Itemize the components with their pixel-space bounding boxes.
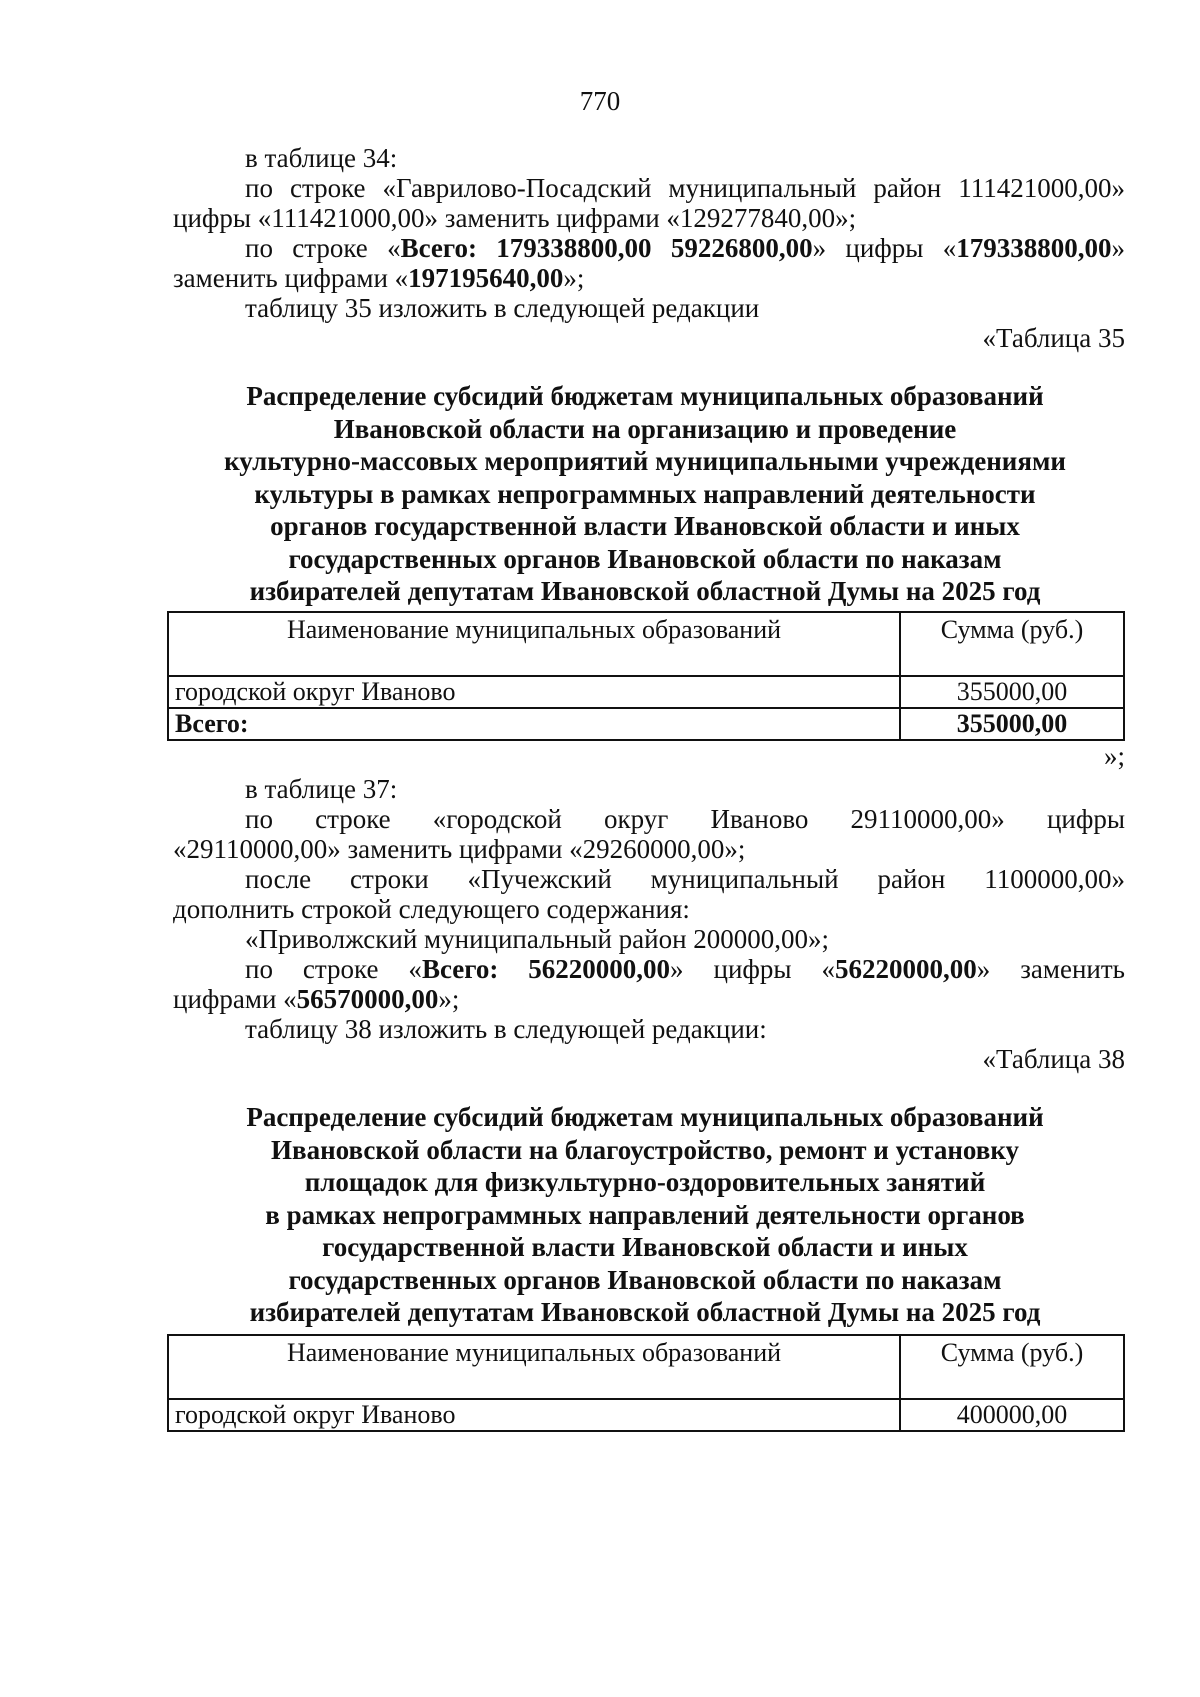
cell-name: городской округ Иваново bbox=[168, 676, 900, 708]
paragraph-table37-total: по строке «Всего: 56220000,00» цифры «56220000,00» заменить bbox=[245, 954, 1125, 984]
table35-label: «Таблица 35 bbox=[982, 323, 1125, 353]
cell-sum-total: 355000,00 bbox=[900, 708, 1124, 740]
table-row bbox=[168, 1399, 1124, 1431]
paragraph-table34-row: по строке «Гаврилово-Посадский муниципальный район 111421000,00» bbox=[245, 173, 1125, 203]
paragraph-table34-intro: в таблице 34: bbox=[245, 143, 398, 173]
column-header-name: Наименование муниципальных образований bbox=[168, 1335, 900, 1399]
paragraph-table37-row: по строке «городской округ Иваново 29110000,00» цифры bbox=[245, 804, 1125, 834]
paragraph-table37-add: дополнить строкой следующего содержания: bbox=[173, 894, 690, 924]
column-header-sum: Сумма (руб.) bbox=[900, 1335, 1124, 1399]
cell-name-total: Всего: bbox=[168, 708, 900, 740]
column-header-name: Наименование муниципальных образований bbox=[168, 612, 900, 676]
paragraph-table34-replace: цифры «111421000,00» заменить цифрами «129277840,00»; bbox=[173, 203, 857, 233]
paragraph-table38-instruction: таблицу 38 изложить в следующей редакции: bbox=[245, 1014, 767, 1044]
table35 bbox=[167, 611, 1125, 741]
paragraph-table34-total: по строке «Всего: 179338800,00 59226800,00» цифры «179338800,00» bbox=[245, 233, 1125, 263]
table35-title: Распределение субсидий бюджетам муниципальных образований Ивановской области на организацию и проведение культурно-массовых мероприятий муниципальными учреждениями культуры в рамках непрограммных направлений деятельности органов государственной власти Ивановской области и иных государственных органов Ивановской области по наказам избирателей депутатам Ивановской областной Думы на 2025 год bbox=[224, 381, 1066, 606]
table38-title: Распределение субсидий бюджетам муниципальных образований Ивановской области на благоустройство, ремонт и установку площадок для физкультурно-оздоровительных занятий в рамках непрограммных направлений деятельности органов государственной власти Ивановской области и иных государственных органов Ивановской области по наказам избирателей депутатам Ивановской областной Думы на 2025 год bbox=[246, 1102, 1044, 1327]
table38-label: «Таблица 38 bbox=[982, 1044, 1125, 1074]
table-row bbox=[168, 676, 1124, 708]
cell-sum: 355000,00 bbox=[900, 676, 1124, 708]
paragraph-table35-instruction: таблицу 35 изложить в следующей редакции bbox=[245, 293, 760, 323]
paragraph-table37-replace: «29110000,00» заменить цифрами «29260000,00»; bbox=[173, 834, 746, 864]
table38 bbox=[167, 1334, 1125, 1432]
table-row-total bbox=[168, 708, 1124, 740]
cell-sum: 400000,00 bbox=[900, 1399, 1124, 1431]
table35-closing-quote: »; bbox=[1103, 741, 1125, 771]
paragraph-table37-new-row: «Приволжский муниципальный район 200000,00»; bbox=[245, 924, 830, 954]
table-header-row bbox=[168, 612, 1124, 676]
cell-name: городской округ Иваново bbox=[168, 1399, 900, 1431]
paragraph-table37-total-replace: цифрами «56570000,00»; bbox=[173, 984, 460, 1014]
paragraph-table34-total-replace: заменить цифрами «197195640,00»; bbox=[173, 263, 585, 293]
paragraph-table37-intro: в таблице 37: bbox=[245, 774, 398, 804]
column-header-sum: Сумма (руб.) bbox=[900, 612, 1124, 676]
page-number: 770 bbox=[579, 86, 621, 116]
table-header-row bbox=[168, 1335, 1124, 1399]
paragraph-table37-after: после строки «Пучежский муниципальный район 1100000,00» bbox=[245, 864, 1125, 894]
